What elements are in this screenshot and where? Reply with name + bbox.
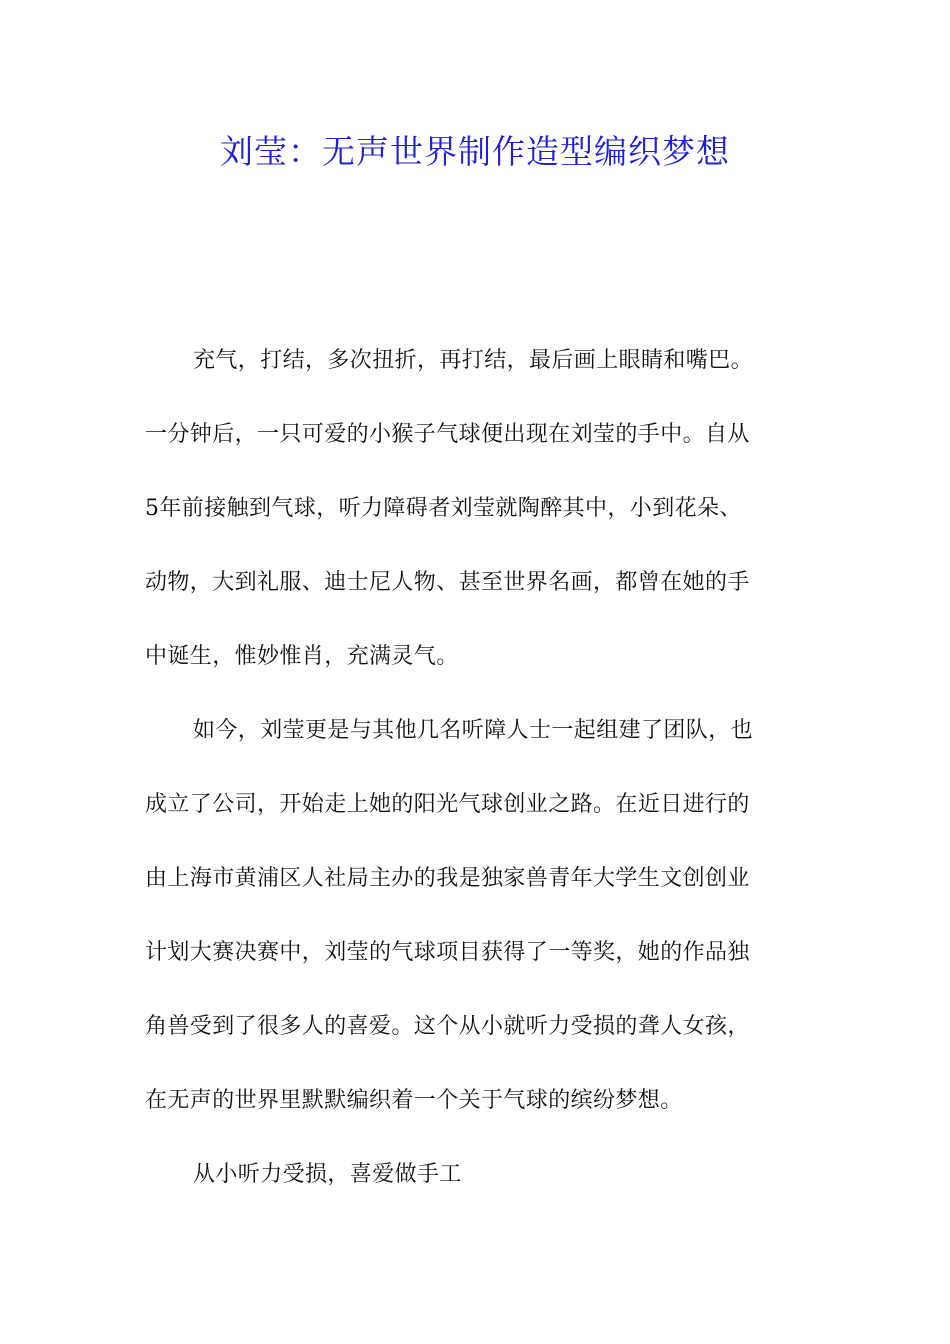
- paragraph-line: 一分钟后，一只可爱的小猴子气球便出现在刘莹的手中。自从: [145, 422, 750, 447]
- document-body: [145, 336, 813, 1224]
- document-title: 刘莹：无声世界制作造型编织梦想: [220, 132, 730, 171]
- paragraph-line: 成立了公司，开始走上她的阳光气球创业之路。在近日进行的: [145, 792, 750, 817]
- paragraph-line: 由上海市黄浦区人社局主办的我是独家兽青年大学生文创创业: [145, 866, 750, 891]
- paragraph-line: 计划大赛决赛中，刘莹的气球项目获得了一等奖，她的作品独: [145, 940, 750, 965]
- paragraph-line: 动物，大到礼服、迪士尼人物、甚至世界名画，都曾在她的手: [145, 570, 750, 595]
- paragraph-line: 中诞生，惟妙惟肖，充满灵气。: [145, 644, 459, 669]
- paragraph-line: 充气，打结，多次扭折，再打结，最后画上眼睛和嘴巴。: [193, 348, 754, 373]
- paragraph-line: 在无声的世界里默默编织着一个关于气球的缤纷梦想。: [145, 1088, 683, 1113]
- paragraph-line: 如今，刘莹更是与其他几名听障人士一起组建了团队，也: [193, 718, 754, 743]
- section-heading: 从小听力受损，喜爱做手工: [193, 1162, 462, 1187]
- paragraph-line: 5年前接触到气球，听力障碍者刘莹就陶醉其中，小到花朵、: [145, 496, 742, 521]
- paragraph-line: 角兽受到了很多人的喜爱。这个从小就听力受损的聋人女孩，: [145, 1014, 750, 1039]
